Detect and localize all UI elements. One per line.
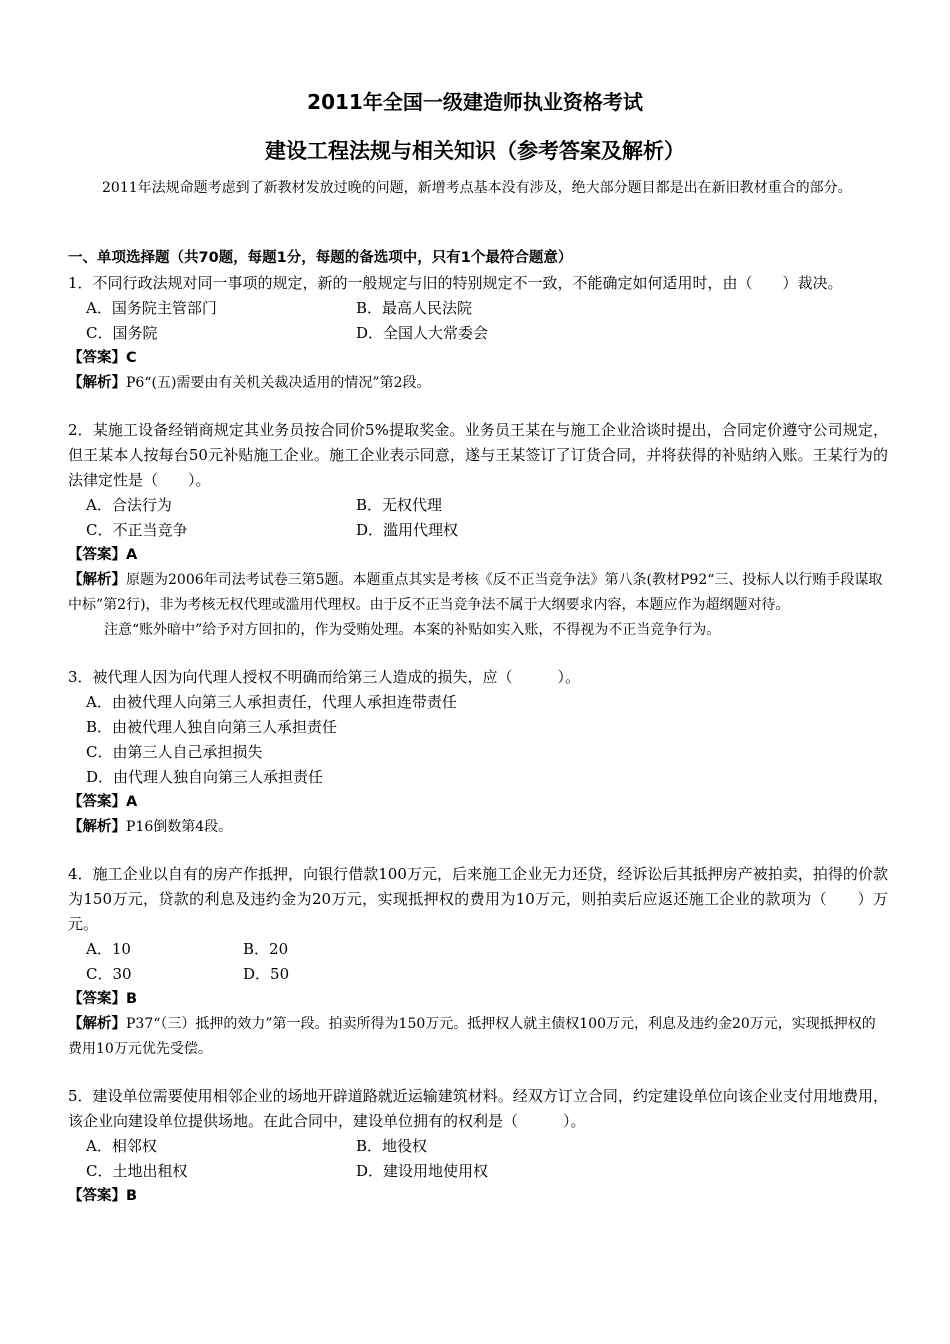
question-4-answer (68, 987, 888, 1012)
question-3-option-c: C．由第三人自己承担损失 (86, 743, 263, 761)
question-5-option-a: A．相邻权 (86, 1137, 157, 1155)
question-4-option-b: B．20 (243, 940, 289, 958)
question-2-analysis (68, 568, 888, 618)
analysis-label: 【解析】 (68, 375, 126, 391)
question-3-answer (68, 790, 888, 815)
analysis-label: 【解析】 (68, 572, 126, 588)
question-2-option-c: C．不正当竞争 (86, 521, 188, 539)
answer-label: 【答案】 (68, 991, 126, 1007)
answer-value: A (126, 794, 138, 810)
page-subtitle: 建设工程法规与相关知识（参考答案及解析） (265, 139, 685, 163)
question-3-option-b: B．由被代理人独自向第三人承担责任 (86, 718, 338, 736)
question-2-option-a: A．合法行为 (86, 496, 172, 514)
question-5-options-row-1 (68, 1134, 888, 1159)
question-5-option-d: D．建设用地使用权 (356, 1162, 489, 1180)
question-1-answer (68, 346, 888, 371)
question-2-option-b: B．无权代理 (356, 496, 443, 514)
analysis-label: 【解析】 (68, 819, 126, 835)
answer-value: C (126, 350, 137, 366)
question-4-options-row-2 (68, 962, 888, 987)
intro-paragraph: 2011年法规命题考虑到了新教材发放过晚的问题，新增考点基本没有涉及，绝大部分题目都是出在新旧教材重合的部分。 (102, 180, 852, 196)
question-1-option-a: A．国务院主管部门 (86, 299, 217, 317)
question-3-analysis (68, 815, 888, 840)
answer-value: B (126, 991, 138, 1007)
question-2-option-d: D．滥用代理权 (356, 521, 459, 539)
question-2-options-row-2 (68, 518, 888, 543)
question-1-option-c: C．国务院 (86, 324, 158, 342)
question-1-analysis (68, 371, 888, 396)
question-4-option-d: D．50 (243, 965, 290, 983)
question-2-options-row-1 (68, 493, 888, 518)
page-title: 2011年全国一级建造师执业资格考试 (307, 90, 643, 114)
analysis-text: P37“（三）抵押的效力”第一段。拍卖所得为150万元。抵押权人就主债权100万元，利息及违约金20万元，实现抵押权的费用10万元优先受偿。 (68, 1016, 876, 1057)
question-2-stem: 2．某施工设备经销商规定其业务员按合同价5%提取奖金。业务员王某在与施工企业洽谈时提出，合同定价遵守公司规定，但王某本人按每台50元补贴施工企业。施工企业表示同意，遂与王某签订了订货合同，并将获得的补贴纳入账。王某行为的法律定性是（ ）。 (68, 421, 888, 489)
question-5-answer (68, 1184, 888, 1209)
question-4-option-c: C．30 (86, 965, 132, 983)
section-heading: 一、单项选择题（共70题，每题1分，每题的备选项中，只有1个最符合题意） (68, 250, 573, 266)
question-3-option-a: A．由被代理人向第三人承担责任，代理人承担连带责任 (86, 693, 457, 711)
answer-label: 【答案】 (68, 547, 126, 563)
analysis-label: 【解析】 (68, 1016, 126, 1032)
question-1-options-row-2 (68, 321, 888, 346)
answer-value: B (126, 1188, 138, 1204)
answer-label: 【答案】 (68, 1188, 126, 1204)
analysis-text: P6“(五)需要由有关机关裁决适用的情况”第2段。 (126, 375, 431, 391)
question-5-options-row-2 (68, 1159, 888, 1184)
question-1-stem: 1．不同行政法规对同一事项的规定，新的一般规定与旧的特别规定不一致，不能确定如何适用时，由（ ）裁决。 (68, 274, 843, 292)
question-5-option-b: B．地役权 (356, 1137, 428, 1155)
analysis-text: P16倒数第4段。 (126, 819, 233, 835)
question-1-options-row-1 (68, 296, 888, 321)
question-1-option-b: B．最高人民法院 (356, 299, 473, 317)
question-5-option-c: C．土地出租权 (86, 1162, 188, 1180)
question-4-options-row-1 (68, 937, 888, 962)
answer-label: 【答案】 (68, 794, 126, 810)
question-4-stem: 4．施工企业以自有的房产作抵押，向银行借款100万元，后来施工企业无力还贷，经诉讼后其抵押房产被拍卖，拍得的价款为150万元，贷款的利息及违约金为20万元，实现抵押权的费用为10万元，则拍卖后应返还施工企业的款项为（ ）万元。 (68, 865, 888, 933)
question-4-option-a: A．10 (86, 940, 131, 958)
analysis-text: 原题为2006年司法考试卷三第5题。本题重点其实是考核《反不正当竞争法》第八条(教材P92“三、投标人以行贿手段谋取中标”第2行)，非为考核无权代理或滥用代理权。由于反不正当竞争法不属于大纲要求内容，本题应作为超纲题对待。 (68, 572, 883, 613)
question-2-note: 注意“账外暗中”给予对方回扣的，作为受贿处理。本案的补贴如实入账，不得视为不正当竞争行为。 (104, 622, 721, 638)
answer-label: 【答案】 (68, 350, 126, 366)
question-3-stem: 3．被代理人因为向代理人授权不明确而给第三人造成的损失，应（ ）。 (68, 668, 581, 686)
question-3-option-d: D．由代理人独自向第三人承担责任 (86, 768, 324, 786)
answer-value: A (126, 547, 138, 563)
question-2-answer (68, 543, 888, 568)
question-5-stem: 5．建设单位需要使用相邻企业的场地开辟道路就近运输建筑材料。经双方订立合同，约定建设单位向该企业支付用地费用，该企业向建设单位提供场地。在此合同中，建设单位拥有的权利是（ ）。 (68, 1087, 888, 1130)
questions-body (68, 246, 888, 1209)
question-1-option-d: D．全国人大常委会 (356, 324, 489, 342)
question-4-analysis (68, 1012, 888, 1062)
